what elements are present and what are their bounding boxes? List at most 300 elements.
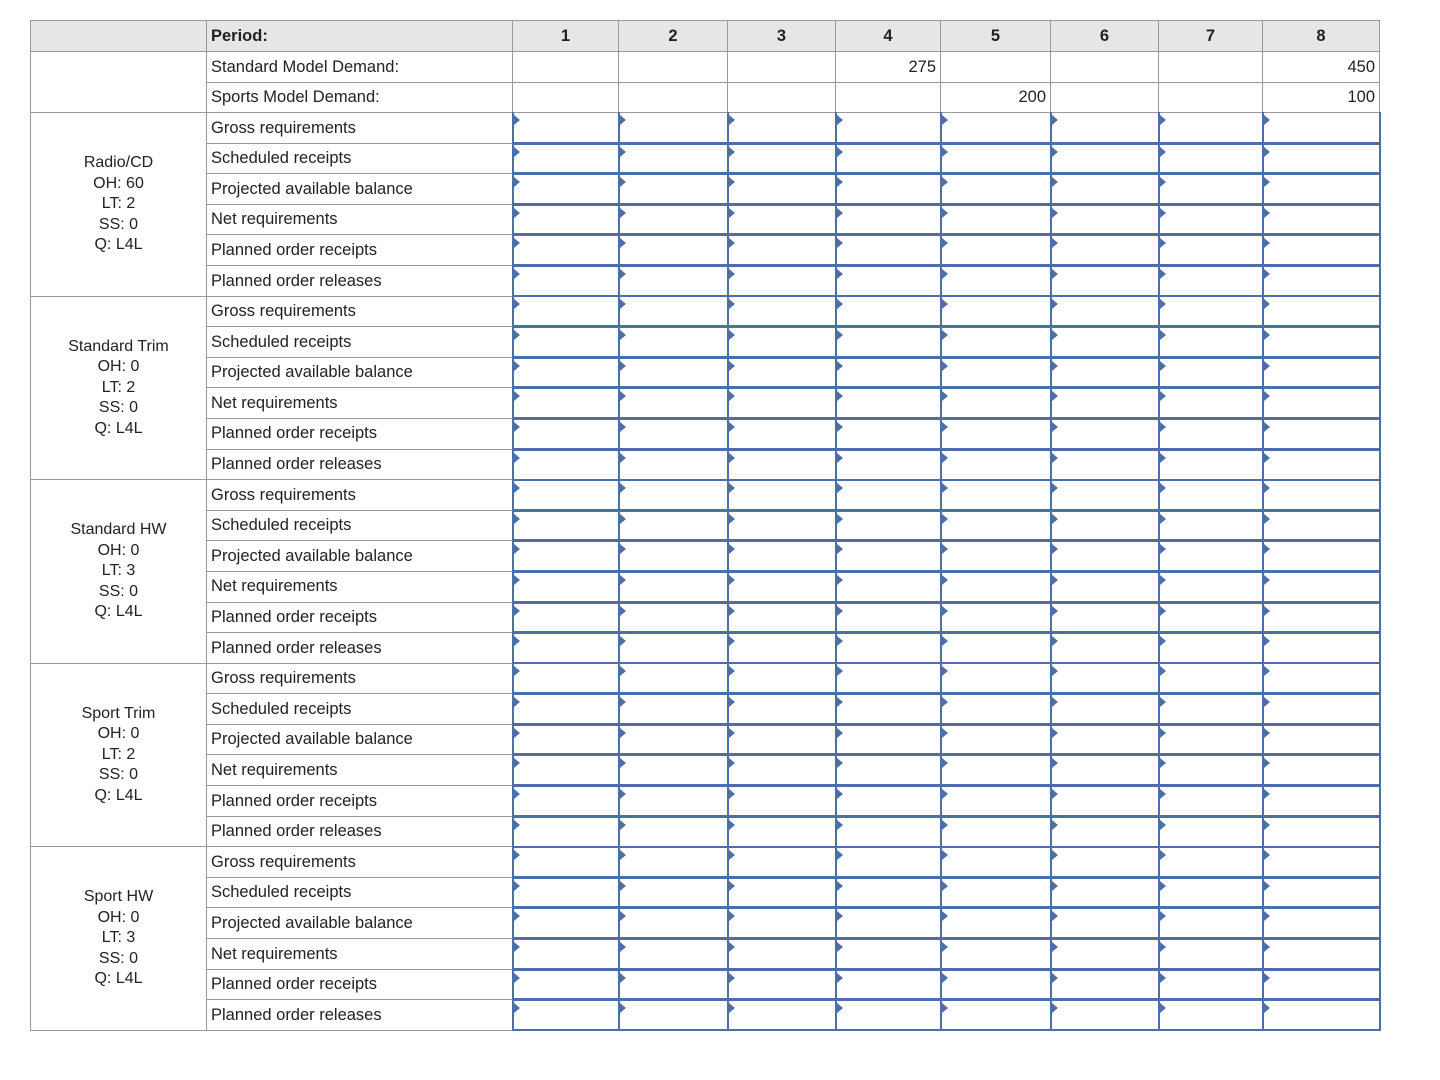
input-cell-period-2[interactable] <box>619 235 728 266</box>
input-cell-period-2[interactable] <box>619 755 728 786</box>
item-block <box>31 663 1380 847</box>
period-label: Period: <box>207 21 513 52</box>
input-cell-period-2[interactable] <box>619 204 728 235</box>
input-cell-period-1[interactable] <box>513 816 619 847</box>
demand-section <box>31 52 1380 113</box>
input-cell-period-8[interactable] <box>1263 877 1380 908</box>
input-cell-period-2[interactable] <box>619 571 728 602</box>
input-cell-period-1[interactable] <box>513 908 619 939</box>
input-cell-period-7[interactable] <box>1159 327 1263 358</box>
input-cell-period-7[interactable] <box>1159 969 1263 1000</box>
period-4: 4 <box>836 21 941 52</box>
mrp-row <box>31 755 1380 786</box>
input-cell-period-5[interactable] <box>941 357 1051 388</box>
input-cell-period-1[interactable] <box>513 847 619 878</box>
input-cell-period-2[interactable] <box>619 357 728 388</box>
input-cell-period-1[interactable] <box>513 235 619 266</box>
input-cell-period-4[interactable] <box>836 296 941 327</box>
input-cell-period-8[interactable] <box>1263 541 1380 572</box>
input-cell-period-5[interactable] <box>941 510 1051 541</box>
input-cell-period-8[interactable] <box>1263 480 1380 511</box>
input-cell-period-4[interactable] <box>836 908 941 939</box>
input-cell-period-3[interactable] <box>728 663 836 694</box>
input-cell-period-2[interactable] <box>619 847 728 878</box>
input-cell-period-7[interactable] <box>1159 204 1263 235</box>
input-cell-period-3[interactable] <box>728 449 836 480</box>
input-cell-period-6[interactable] <box>1051 786 1159 817</box>
input-cell-period-8[interactable] <box>1263 755 1380 786</box>
input-cell-period-4[interactable] <box>836 939 941 970</box>
mrp-row <box>31 143 1380 174</box>
input-cell-period-4[interactable] <box>836 113 941 144</box>
input-cell-period-8[interactable] <box>1263 143 1380 174</box>
input-cell-period-7[interactable] <box>1159 847 1263 878</box>
input-cell-period-5[interactable] <box>941 724 1051 755</box>
item-block <box>31 296 1380 480</box>
input-cell-period-7[interactable] <box>1159 296 1263 327</box>
row-label: Planned order receipts <box>207 418 513 449</box>
input-cell-period-7[interactable] <box>1159 143 1263 174</box>
input-cell-period-6[interactable] <box>1051 694 1159 725</box>
input-cell-period-2[interactable] <box>619 113 728 144</box>
input-cell-period-6[interactable] <box>1051 847 1159 878</box>
input-cell-period-6[interactable] <box>1051 327 1159 358</box>
input-cell-period-8[interactable] <box>1263 296 1380 327</box>
input-cell-period-2[interactable] <box>619 816 728 847</box>
input-cell-period-6[interactable] <box>1051 816 1159 847</box>
input-cell-period-1[interactable] <box>513 480 619 511</box>
input-cell-period-5[interactable] <box>941 143 1051 174</box>
mrp-row <box>31 571 1380 602</box>
input-cell-period-6[interactable] <box>1051 755 1159 786</box>
demand-value-period-2 <box>619 52 728 83</box>
input-cell-period-1[interactable] <box>513 143 619 174</box>
period-2: 2 <box>619 21 728 52</box>
input-cell-period-2[interactable] <box>619 541 728 572</box>
input-cell-period-3[interactable] <box>728 265 836 296</box>
input-cell-period-6[interactable] <box>1051 265 1159 296</box>
input-cell-period-6[interactable] <box>1051 571 1159 602</box>
mrp-row <box>31 1000 1380 1031</box>
input-cell-period-8[interactable] <box>1263 633 1380 664</box>
mrp-row <box>31 724 1380 755</box>
input-cell-period-2[interactable] <box>619 877 728 908</box>
input-cell-period-2[interactable] <box>619 602 728 633</box>
input-cell-period-6[interactable] <box>1051 296 1159 327</box>
input-cell-period-1[interactable] <box>513 296 619 327</box>
input-cell-period-3[interactable] <box>728 847 836 878</box>
input-cell-period-3[interactable] <box>728 602 836 633</box>
mrp-row <box>31 449 1380 480</box>
row-label: Planned order releases <box>207 449 513 480</box>
input-cell-period-7[interactable] <box>1159 602 1263 633</box>
item-q: Q: L4L <box>94 419 143 437</box>
input-cell-period-8[interactable] <box>1263 327 1380 358</box>
input-cell-period-5[interactable] <box>941 449 1051 480</box>
input-cell-period-2[interactable] <box>619 418 728 449</box>
input-cell-period-8[interactable] <box>1263 694 1380 725</box>
input-cell-period-7[interactable] <box>1159 755 1263 786</box>
input-cell-period-3[interactable] <box>728 388 836 419</box>
demand-blank-cell <box>31 52 207 113</box>
item-q: Q: L4L <box>94 603 143 621</box>
input-cell-period-6[interactable] <box>1051 113 1159 144</box>
item-lt: LT: 2 <box>101 195 136 213</box>
input-cell-period-1[interactable] <box>513 786 619 817</box>
input-cell-period-7[interactable] <box>1159 510 1263 541</box>
demand-value-period-8: 450 <box>1263 52 1380 83</box>
input-cell-period-4[interactable] <box>836 541 941 572</box>
row-label: Planned order receipts <box>207 602 513 633</box>
input-cell-period-4[interactable] <box>836 480 941 511</box>
input-cell-period-8[interactable] <box>1263 418 1380 449</box>
mrp-row <box>31 602 1380 633</box>
input-cell-period-1[interactable] <box>513 510 619 541</box>
demand-value-period-1 <box>513 52 619 83</box>
input-cell-period-3[interactable] <box>728 143 836 174</box>
input-cell-period-7[interactable] <box>1159 1000 1263 1031</box>
input-cell-period-4[interactable] <box>836 877 941 908</box>
input-cell-period-6[interactable] <box>1051 663 1159 694</box>
input-cell-period-8[interactable] <box>1263 847 1380 878</box>
input-cell-period-7[interactable] <box>1159 663 1263 694</box>
input-cell-period-4[interactable] <box>836 174 941 205</box>
input-cell-period-7[interactable] <box>1159 724 1263 755</box>
input-cell-period-8[interactable] <box>1263 602 1380 633</box>
input-cell-period-1[interactable] <box>513 755 619 786</box>
input-cell-period-1[interactable] <box>513 541 619 572</box>
input-cell-period-4[interactable] <box>836 755 941 786</box>
input-cell-period-8[interactable] <box>1263 571 1380 602</box>
item-q: Q: L4L <box>94 970 143 988</box>
input-cell-period-5[interactable] <box>941 480 1051 511</box>
input-cell-period-6[interactable] <box>1051 602 1159 633</box>
input-cell-period-4[interactable] <box>836 418 941 449</box>
input-cell-period-4[interactable] <box>836 143 941 174</box>
item-oh: OH: 60 <box>93 174 144 192</box>
input-cell-period-7[interactable] <box>1159 388 1263 419</box>
mrp-row <box>31 541 1380 572</box>
input-cell-period-3[interactable] <box>728 541 836 572</box>
input-cell-period-4[interactable] <box>836 265 941 296</box>
input-cell-period-2[interactable] <box>619 786 728 817</box>
input-cell-period-5[interactable] <box>941 969 1051 1000</box>
input-cell-period-1[interactable] <box>513 1000 619 1031</box>
input-cell-period-7[interactable] <box>1159 786 1263 817</box>
mrp-row <box>31 939 1380 970</box>
mrp-table <box>30 20 1381 1031</box>
input-cell-period-3[interactable] <box>728 633 836 664</box>
input-cell-period-1[interactable] <box>513 174 619 205</box>
input-cell-period-2[interactable] <box>619 724 728 755</box>
input-cell-period-6[interactable] <box>1051 877 1159 908</box>
input-cell-period-5[interactable] <box>941 296 1051 327</box>
row-label: Projected available balance <box>207 174 513 205</box>
input-cell-period-3[interactable] <box>728 816 836 847</box>
input-cell-period-5[interactable] <box>941 908 1051 939</box>
mrp-row <box>31 694 1380 725</box>
input-cell-period-1[interactable] <box>513 113 619 144</box>
item-block <box>31 847 1380 1031</box>
input-cell-period-1[interactable] <box>513 633 619 664</box>
input-cell-period-7[interactable] <box>1159 877 1263 908</box>
input-cell-period-4[interactable] <box>836 571 941 602</box>
input-cell-period-5[interactable] <box>941 877 1051 908</box>
input-cell-period-6[interactable] <box>1051 510 1159 541</box>
input-cell-period-8[interactable] <box>1263 265 1380 296</box>
input-cell-period-4[interactable] <box>836 449 941 480</box>
input-cell-period-2[interactable] <box>619 510 728 541</box>
input-cell-period-1[interactable] <box>513 327 619 358</box>
input-cell-period-3[interactable] <box>728 174 836 205</box>
input-cell-period-7[interactable] <box>1159 480 1263 511</box>
input-cell-period-8[interactable] <box>1263 939 1380 970</box>
input-cell-period-3[interactable] <box>728 755 836 786</box>
input-cell-period-3[interactable] <box>728 357 836 388</box>
input-cell-period-7[interactable] <box>1159 235 1263 266</box>
input-cell-period-4[interactable] <box>836 357 941 388</box>
demand-row <box>31 52 1380 83</box>
input-cell-period-7[interactable] <box>1159 357 1263 388</box>
input-cell-period-8[interactable] <box>1263 174 1380 205</box>
period-6: 6 <box>1051 21 1159 52</box>
input-cell-period-6[interactable] <box>1051 480 1159 511</box>
input-cell-period-8[interactable] <box>1263 908 1380 939</box>
input-cell-period-1[interactable] <box>513 418 619 449</box>
input-cell-period-8[interactable] <box>1263 510 1380 541</box>
input-cell-period-7[interactable] <box>1159 265 1263 296</box>
input-cell-period-8[interactable] <box>1263 449 1380 480</box>
input-cell-period-3[interactable] <box>728 480 836 511</box>
input-cell-period-1[interactable] <box>513 663 619 694</box>
item-name: Sport Trim <box>81 704 156 722</box>
input-cell-period-8[interactable] <box>1263 724 1380 755</box>
input-cell-period-4[interactable] <box>836 969 941 1000</box>
row-label: Planned order receipts <box>207 969 513 1000</box>
input-cell-period-3[interactable] <box>728 113 836 144</box>
input-cell-period-2[interactable] <box>619 1000 728 1031</box>
input-cell-period-8[interactable] <box>1263 663 1380 694</box>
input-cell-period-5[interactable] <box>941 327 1051 358</box>
input-cell-period-7[interactable] <box>1159 939 1263 970</box>
input-cell-period-6[interactable] <box>1051 235 1159 266</box>
input-cell-period-1[interactable] <box>513 388 619 419</box>
input-cell-period-3[interactable] <box>728 296 836 327</box>
input-cell-period-5[interactable] <box>941 602 1051 633</box>
row-label: Gross requirements <box>207 663 513 694</box>
input-cell-period-5[interactable] <box>941 694 1051 725</box>
input-cell-period-4[interactable] <box>836 602 941 633</box>
input-cell-period-4[interactable] <box>836 694 941 725</box>
input-cell-period-7[interactable] <box>1159 449 1263 480</box>
input-cell-period-3[interactable] <box>728 786 836 817</box>
period-5: 5 <box>941 21 1051 52</box>
input-cell-period-2[interactable] <box>619 143 728 174</box>
input-cell-period-6[interactable] <box>1051 418 1159 449</box>
input-cell-period-4[interactable] <box>836 663 941 694</box>
input-cell-period-8[interactable] <box>1263 357 1380 388</box>
input-cell-period-6[interactable] <box>1051 449 1159 480</box>
input-cell-period-3[interactable] <box>728 418 836 449</box>
input-cell-period-5[interactable] <box>941 1000 1051 1031</box>
row-label: Gross requirements <box>207 296 513 327</box>
input-cell-period-5[interactable] <box>941 786 1051 817</box>
demand-value-period-2 <box>619 82 728 113</box>
input-cell-period-2[interactable] <box>619 694 728 725</box>
input-cell-period-4[interactable] <box>836 786 941 817</box>
input-cell-period-2[interactable] <box>619 265 728 296</box>
input-cell-period-3[interactable] <box>728 327 836 358</box>
input-cell-period-6[interactable] <box>1051 204 1159 235</box>
demand-value-period-3 <box>728 82 836 113</box>
item-ss: SS: 0 <box>98 399 139 417</box>
input-cell-period-4[interactable] <box>836 633 941 664</box>
input-cell-period-2[interactable] <box>619 939 728 970</box>
input-cell-period-8[interactable] <box>1263 816 1380 847</box>
input-cell-period-2[interactable] <box>619 908 728 939</box>
input-cell-period-1[interactable] <box>513 602 619 633</box>
input-cell-period-2[interactable] <box>619 388 728 419</box>
row-label: Gross requirements <box>207 480 513 511</box>
input-cell-period-5[interactable] <box>941 388 1051 419</box>
input-cell-period-6[interactable] <box>1051 541 1159 572</box>
input-cell-period-7[interactable] <box>1159 541 1263 572</box>
input-cell-period-5[interactable] <box>941 939 1051 970</box>
input-cell-period-4[interactable] <box>836 816 941 847</box>
row-label: Projected available balance <box>207 541 513 572</box>
input-cell-period-6[interactable] <box>1051 969 1159 1000</box>
input-cell-period-3[interactable] <box>728 510 836 541</box>
input-cell-period-8[interactable] <box>1263 235 1380 266</box>
input-cell-period-8[interactable] <box>1263 204 1380 235</box>
input-cell-period-5[interactable] <box>941 847 1051 878</box>
input-cell-period-1[interactable] <box>513 724 619 755</box>
input-cell-period-1[interactable] <box>513 877 619 908</box>
input-cell-period-2[interactable] <box>619 296 728 327</box>
input-cell-period-6[interactable] <box>1051 143 1159 174</box>
input-cell-period-2[interactable] <box>619 663 728 694</box>
input-cell-period-4[interactable] <box>836 327 941 358</box>
row-label: Net requirements <box>207 204 513 235</box>
input-cell-period-3[interactable] <box>728 908 836 939</box>
input-cell-period-5[interactable] <box>941 204 1051 235</box>
input-cell-period-2[interactable] <box>619 449 728 480</box>
input-cell-period-3[interactable] <box>728 235 836 266</box>
input-cell-period-5[interactable] <box>941 265 1051 296</box>
item-ss: SS: 0 <box>98 949 139 967</box>
input-cell-period-3[interactable] <box>728 571 836 602</box>
item-ss: SS: 0 <box>98 582 139 600</box>
input-cell-period-6[interactable] <box>1051 908 1159 939</box>
input-cell-period-7[interactable] <box>1159 908 1263 939</box>
input-cell-period-7[interactable] <box>1159 816 1263 847</box>
item-ss: SS: 0 <box>98 766 139 784</box>
input-cell-period-3[interactable] <box>728 724 836 755</box>
input-cell-period-5[interactable] <box>941 541 1051 572</box>
input-cell-period-2[interactable] <box>619 480 728 511</box>
input-cell-period-5[interactable] <box>941 571 1051 602</box>
input-cell-period-7[interactable] <box>1159 694 1263 725</box>
input-cell-period-1[interactable] <box>513 939 619 970</box>
input-cell-period-4[interactable] <box>836 1000 941 1031</box>
input-cell-period-5[interactable] <box>941 113 1051 144</box>
input-cell-period-4[interactable] <box>836 235 941 266</box>
input-cell-period-4[interactable] <box>836 724 941 755</box>
period-header-row <box>31 21 1380 52</box>
input-cell-period-5[interactable] <box>941 235 1051 266</box>
input-cell-period-7[interactable] <box>1159 633 1263 664</box>
input-cell-period-6[interactable] <box>1051 724 1159 755</box>
input-cell-period-5[interactable] <box>941 418 1051 449</box>
input-cell-period-3[interactable] <box>728 204 836 235</box>
input-cell-period-1[interactable] <box>513 571 619 602</box>
input-cell-period-5[interactable] <box>941 816 1051 847</box>
input-cell-period-8[interactable] <box>1263 113 1380 144</box>
input-cell-period-4[interactable] <box>836 204 941 235</box>
input-cell-period-1[interactable] <box>513 969 619 1000</box>
input-cell-period-5[interactable] <box>941 633 1051 664</box>
input-cell-period-7[interactable] <box>1159 113 1263 144</box>
input-cell-period-6[interactable] <box>1051 388 1159 419</box>
input-cell-period-5[interactable] <box>941 174 1051 205</box>
input-cell-period-2[interactable] <box>619 174 728 205</box>
input-cell-period-1[interactable] <box>513 694 619 725</box>
input-cell-period-6[interactable] <box>1051 633 1159 664</box>
input-cell-period-5[interactable] <box>941 663 1051 694</box>
input-cell-period-7[interactable] <box>1159 571 1263 602</box>
mrp-row <box>31 296 1380 327</box>
input-cell-period-8[interactable] <box>1263 969 1380 1000</box>
demand-value-period-5: 200 <box>941 82 1051 113</box>
input-cell-period-1[interactable] <box>513 204 619 235</box>
item-name: Standard Trim <box>68 337 169 355</box>
input-cell-period-2[interactable] <box>619 969 728 1000</box>
demand-value-period-7 <box>1159 82 1263 113</box>
input-cell-period-1[interactable] <box>513 357 619 388</box>
input-cell-period-4[interactable] <box>836 510 941 541</box>
item-lt: LT: 3 <box>101 562 136 580</box>
input-cell-period-6[interactable] <box>1051 939 1159 970</box>
input-cell-period-1[interactable] <box>513 265 619 296</box>
input-cell-period-3[interactable] <box>728 877 836 908</box>
input-cell-period-8[interactable] <box>1263 388 1380 419</box>
input-cell-period-4[interactable] <box>836 388 941 419</box>
row-label: Scheduled receipts <box>207 143 513 174</box>
input-cell-period-8[interactable] <box>1263 786 1380 817</box>
item-name: Sport HW <box>83 888 154 906</box>
input-cell-period-8[interactable] <box>1263 1000 1380 1031</box>
input-cell-period-1[interactable] <box>513 449 619 480</box>
input-cell-period-5[interactable] <box>941 755 1051 786</box>
input-cell-period-4[interactable] <box>836 847 941 878</box>
input-cell-period-2[interactable] <box>619 633 728 664</box>
mrp-row <box>31 480 1380 511</box>
input-cell-period-3[interactable] <box>728 1000 836 1031</box>
input-cell-period-6[interactable] <box>1051 1000 1159 1031</box>
mrp-row <box>31 418 1380 449</box>
input-cell-period-2[interactable] <box>619 327 728 358</box>
row-label: Planned order receipts <box>207 786 513 817</box>
row-label: Planned order releases <box>207 633 513 664</box>
input-cell-period-6[interactable] <box>1051 357 1159 388</box>
input-cell-period-7[interactable] <box>1159 174 1263 205</box>
input-cell-period-3[interactable] <box>728 939 836 970</box>
input-cell-period-7[interactable] <box>1159 418 1263 449</box>
input-cell-period-3[interactable] <box>728 694 836 725</box>
input-cell-period-3[interactable] <box>728 969 836 1000</box>
mrp-row <box>31 113 1380 144</box>
input-cell-period-6[interactable] <box>1051 174 1159 205</box>
